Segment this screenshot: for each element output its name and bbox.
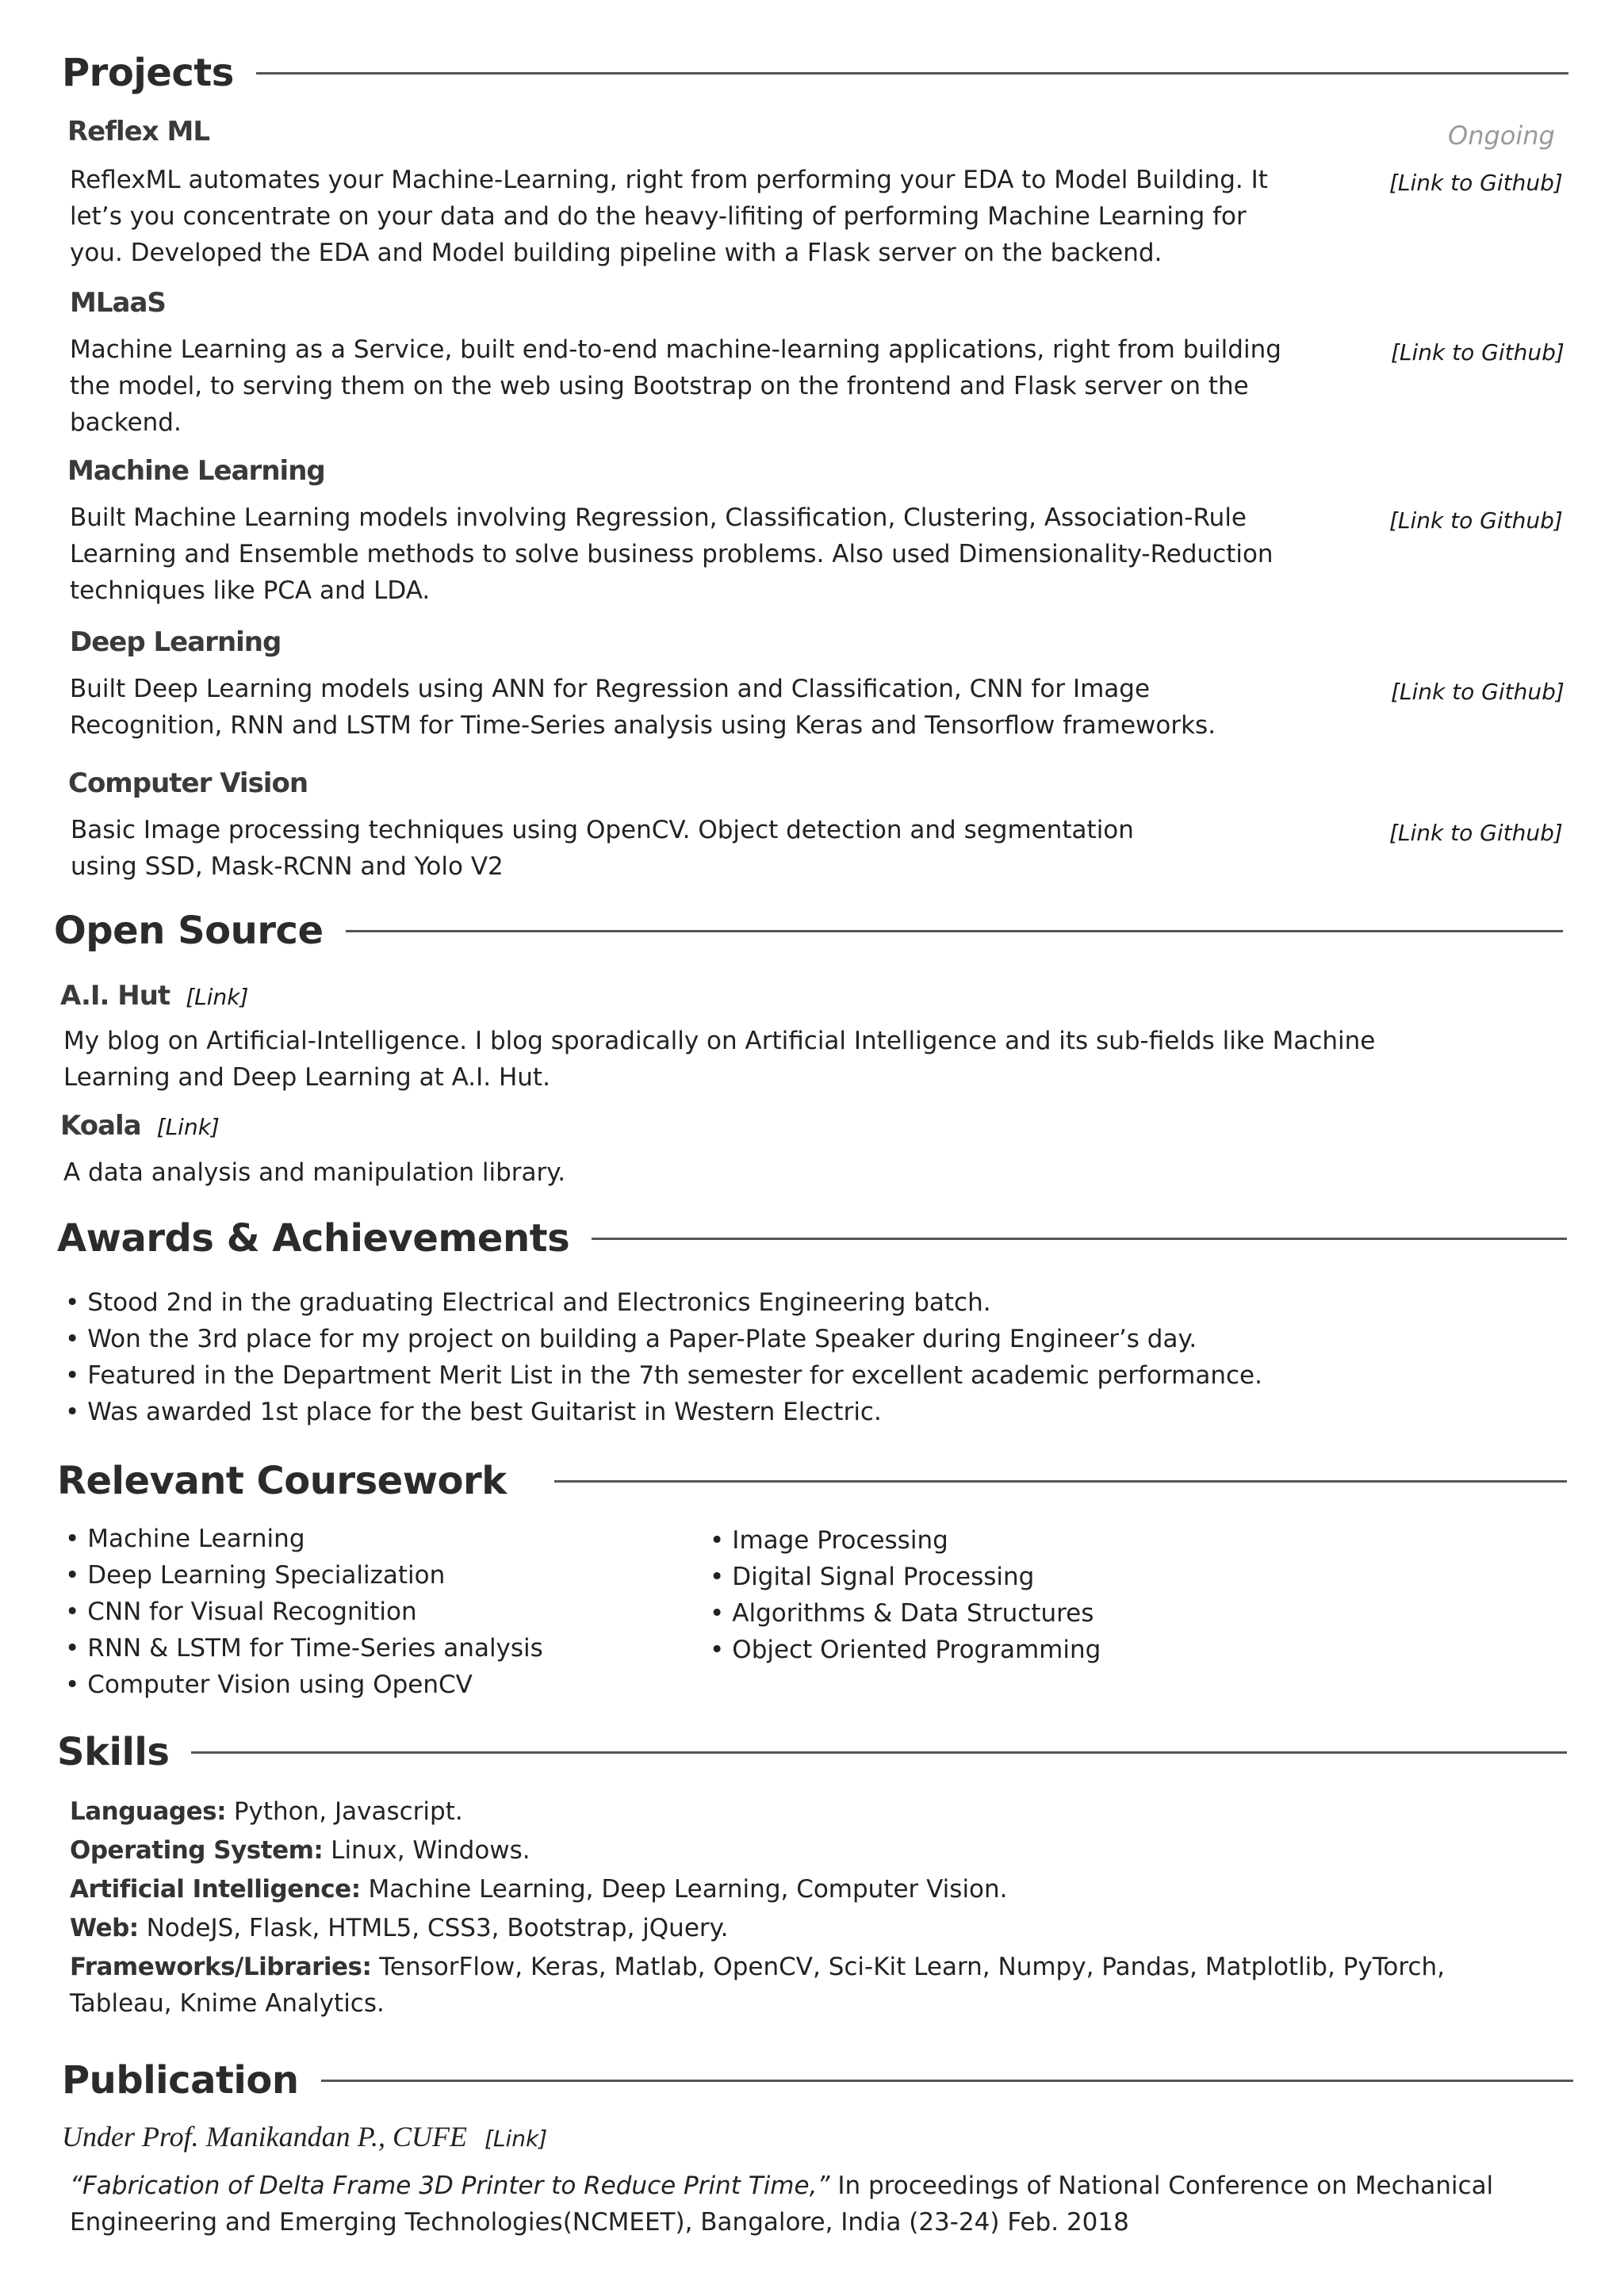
course-item: • Object Oriented Programming bbox=[710, 1632, 1101, 1668]
projects-section-header bbox=[62, 51, 1568, 95]
github-link[interactable]: [Link to Github] bbox=[1391, 679, 1565, 705]
project-title: Reflex ML bbox=[67, 116, 210, 147]
skill-languages bbox=[70, 1793, 463, 1830]
skill-value: Python, Javascript. bbox=[233, 1797, 463, 1826]
project-description: Basic Image processing techniques using OpenCV. Object detection and segmentation using SSD, Mask-RCNN and Yolo V2 bbox=[71, 816, 1134, 881]
skill-operating-system bbox=[70, 1832, 530, 1869]
skill-artificial-intelligence bbox=[70, 1871, 1008, 1908]
skill-label: Languages: bbox=[70, 1797, 226, 1826]
publication-link[interactable]: [Link] bbox=[484, 2126, 548, 2152]
publication-section-header bbox=[62, 2058, 1573, 2103]
section-title: Publication bbox=[62, 2058, 299, 2103]
section-title: Open Source bbox=[54, 909, 324, 953]
section-title: Relevant Coursework bbox=[57, 1459, 507, 1503]
publication-title: “Fabrication of Delta Frame 3D Printer to Reduce Print Time,” bbox=[70, 2172, 830, 2200]
publication-details: In proceedings of National Conference on Mechanical Engineering and Emerging Technologies(NCMEET), Bangalore, India (23-24) Feb. 2018 bbox=[70, 2172, 1494, 2237]
project-description: Built Machine Learning models involving Regression, Classification, Clustering, Association-Rule Learning and Ensemble methods to solve business problems. Also used Dimensionality-Reduction techniques like PCA and LDA. bbox=[70, 503, 1274, 605]
course-item: • Image Processing bbox=[710, 1522, 1101, 1559]
open-source-link[interactable]: [Link] bbox=[156, 1114, 220, 1140]
skill-frameworks bbox=[70, 1949, 1465, 2022]
skill-value: Linux, Windows. bbox=[331, 1836, 530, 1865]
course-item: • CNN for Visual Recognition bbox=[65, 1594, 543, 1630]
section-title: Awards & Achievements bbox=[57, 1216, 570, 1261]
project-title: Deep Learning bbox=[70, 626, 282, 658]
skill-label: Web: bbox=[70, 1914, 139, 1942]
project-title: MLaaS bbox=[70, 287, 166, 319]
publication-advisor: Under Prof. Manikandan P., CUFE bbox=[62, 2121, 467, 2152]
section-divider bbox=[321, 2080, 1573, 2082]
section-divider bbox=[554, 1480, 1567, 1483]
coursework-list-left bbox=[65, 1521, 543, 1703]
project-status: Ongoing bbox=[1448, 121, 1555, 151]
award-item: • Won the 3rd place for my project on building a Paper-Plate Speaker during Engineer’s day. bbox=[65, 1321, 1262, 1357]
github-link[interactable]: [Link to Github] bbox=[1389, 820, 1563, 846]
coursework-section-header bbox=[57, 1459, 1567, 1503]
course-item: • Deep Learning Specialization bbox=[65, 1557, 543, 1594]
section-title: Skills bbox=[57, 1730, 170, 1774]
award-item: • Stood 2nd in the graduating Electrical and Electronics Engineering batch. bbox=[65, 1284, 1262, 1321]
skill-value: NodeJS, Flask, HTML5, CSS3, Bootstrap, jQuery. bbox=[146, 1914, 729, 1942]
skill-label: Artificial Intelligence: bbox=[70, 1875, 361, 1904]
section-divider bbox=[256, 72, 1568, 75]
publication-citation bbox=[70, 2168, 1497, 2241]
section-divider bbox=[346, 930, 1564, 932]
course-item: • Machine Learning bbox=[65, 1521, 543, 1557]
project-description: ReflexML automates your Machine-Learning, right from performing your EDA to Model Building. It let’s you concentrate on your data and do the heavy-lifiting of performing Machine Learning for you. Developed the EDA and Model building pipeline with a Flask server on the backend. bbox=[70, 166, 1268, 267]
open-source-name: Koala bbox=[60, 1110, 141, 1142]
skill-value: Machine Learning, Deep Learning, Computer Vision. bbox=[368, 1875, 1008, 1904]
publication-subtitle bbox=[62, 2120, 547, 2153]
section-title: Projects bbox=[62, 51, 234, 95]
project-title: Machine Learning bbox=[67, 455, 325, 487]
section-divider bbox=[592, 1238, 1567, 1240]
section-divider bbox=[191, 1751, 1567, 1754]
course-item: • Algorithms & Data Structures bbox=[710, 1595, 1101, 1632]
open-source-name: A.I. Hut bbox=[60, 980, 170, 1012]
open-source-description: A data analysis and manipulation library. bbox=[63, 1158, 566, 1187]
skill-web bbox=[70, 1910, 728, 1946]
github-link[interactable]: [Link to Github] bbox=[1389, 170, 1563, 196]
github-link[interactable]: [Link to Github] bbox=[1391, 339, 1565, 365]
open-source-title bbox=[60, 1110, 220, 1142]
skill-value: TensorFlow, Keras, Matlab, OpenCV, Sci-Kit Learn, Numpy, Pandas, Matplotlib, PyTorch, Tableau, Knime Analytics. bbox=[70, 1953, 1445, 2018]
github-link[interactable]: [Link to Github] bbox=[1389, 507, 1563, 534]
award-item: • Featured in the Department Merit List in the 7th semester for excellent academic performance. bbox=[65, 1357, 1262, 1394]
awards-section-header bbox=[57, 1216, 1567, 1261]
course-item: • RNN & LSTM for Time-Series analysis bbox=[65, 1630, 543, 1667]
project-description: Machine Learning as a Service, built end-to-end machine-learning applications, right from building the model, to serving them on the web using Bootstrap on the frontend and Flask server on the backend. bbox=[70, 335, 1281, 437]
project-title: Computer Vision bbox=[68, 767, 308, 799]
skill-label: Operating System: bbox=[70, 1836, 324, 1865]
coursework-list-right bbox=[710, 1522, 1101, 1668]
course-item: • Computer Vision using OpenCV bbox=[65, 1667, 543, 1703]
award-item: • Was awarded 1st place for the best Guitarist in Western Electric. bbox=[65, 1394, 1262, 1430]
awards-list bbox=[65, 1284, 1262, 1430]
course-item: • Digital Signal Processing bbox=[710, 1559, 1101, 1595]
open-source-title bbox=[60, 980, 248, 1012]
skill-label: Frameworks/Libraries: bbox=[70, 1953, 372, 1981]
open-source-description: My blog on Artificial-Intelligence. I blog sporadically on Artificial Intelligence and its sub-fields like Machine Learning and Deep Learning at A.I. Hut. bbox=[63, 1027, 1376, 1092]
open-source-section-header bbox=[54, 909, 1563, 953]
open-source-link[interactable]: [Link] bbox=[186, 984, 249, 1010]
project-description: Built Deep Learning models using ANN for Regression and Classification, CNN for Image Recognition, RNN and LSTM for Time-Series analysis using Keras and Tensorflow frameworks. bbox=[70, 675, 1216, 740]
skills-section-header bbox=[57, 1730, 1567, 1774]
